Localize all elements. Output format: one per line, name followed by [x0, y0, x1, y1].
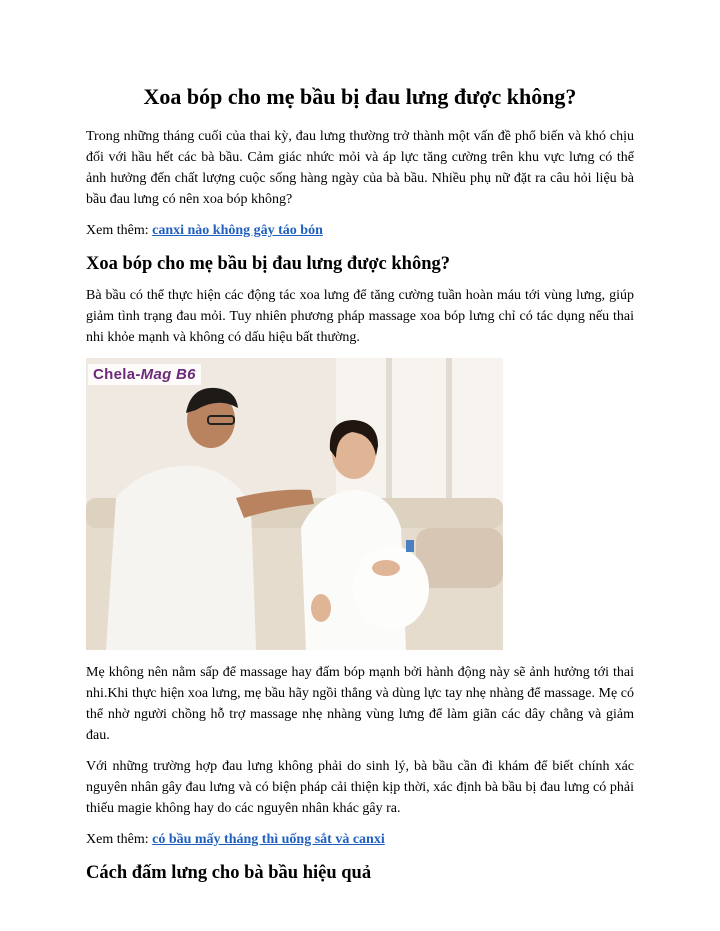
intro-paragraph: Trong những tháng cuối của thai kỳ, đau lưng thường trở thành một vấn đề phổ biến và khó chịu đối với hầu hết các bà bầu. Cảm giác nhức mỏi và áp lực tăng cường trên khu vực lưng có thể ảnh hưởng đến chất lượng cuộc sống hàng ngày của bà bầu. Nhiều phụ nữ đặt ra câu hỏi liệu bà bầu đau lưng có nên xoa bóp không? [86, 129, 634, 207]
massage-illustration [86, 358, 503, 650]
see-also-2 [86, 829, 634, 850]
see-also-1 [86, 220, 634, 241]
section-heading-back-pounding: Cách đấm lưng cho bà bầu hiệu quả [86, 863, 372, 883]
section1-paragraph-2: Mẹ không nên nằm sấp để massage hay đấm bóp mạnh bởi hành động này sẽ ảnh hưởng tới thai nhi.Khi thực hiện xoa lưng, mẹ bầu hãy ngồi thẳng và dùng lực tay nhẹ nhàng để massage. Mẹ có thể nhờ người chồng hỗ trợ massage nhẹ nhàng vùng lưng để làm giãn các dây chằng và giảm đau. [86, 665, 634, 743]
section1-paragraph-3: Với những trường hợp đau lưng không phải do sinh lý, bà bầu cần đi khám để biết chính xác nguyên nhân gây đau lưng và có biện pháp cải thiện kịp thời, xác định bà bầu bị đau lưng có phải thiếu magie không hay do các nguyên nhân khác gây ra. [86, 759, 634, 816]
section-heading-massage: Xoa bóp cho mẹ bầu bị đau lưng được không? [86, 254, 451, 274]
see-also-link-iron-calcium[interactable]: có bầu mấy tháng thì uống sắt và canxi [152, 832, 385, 847]
document-page [86, 82, 634, 894]
see-also-prefix: Xem thêm: [86, 832, 153, 847]
see-also-prefix: Xem thêm: [86, 223, 153, 238]
article-title: Xoa bóp cho mẹ bầu bị đau lưng được không? [143, 84, 577, 109]
massage-photo [86, 358, 503, 650]
brand-logo: Chela-Mag B6 [88, 364, 201, 385]
section1-paragraph-1: Bà bầu có thể thực hiện các động tác xoa lưng để tăng cường tuần hoàn máu tới vùng lưng, giúp giảm tình trạng đau mỏi. Tuy nhiên phương pháp massage xoa bóp lưng chỉ có tác dụng nếu thai nhi khỏe mạnh và không có dấu hiệu bất thường. [86, 288, 634, 345]
see-also-link-calcium[interactable]: canxi nào không gây táo bón [152, 223, 323, 238]
